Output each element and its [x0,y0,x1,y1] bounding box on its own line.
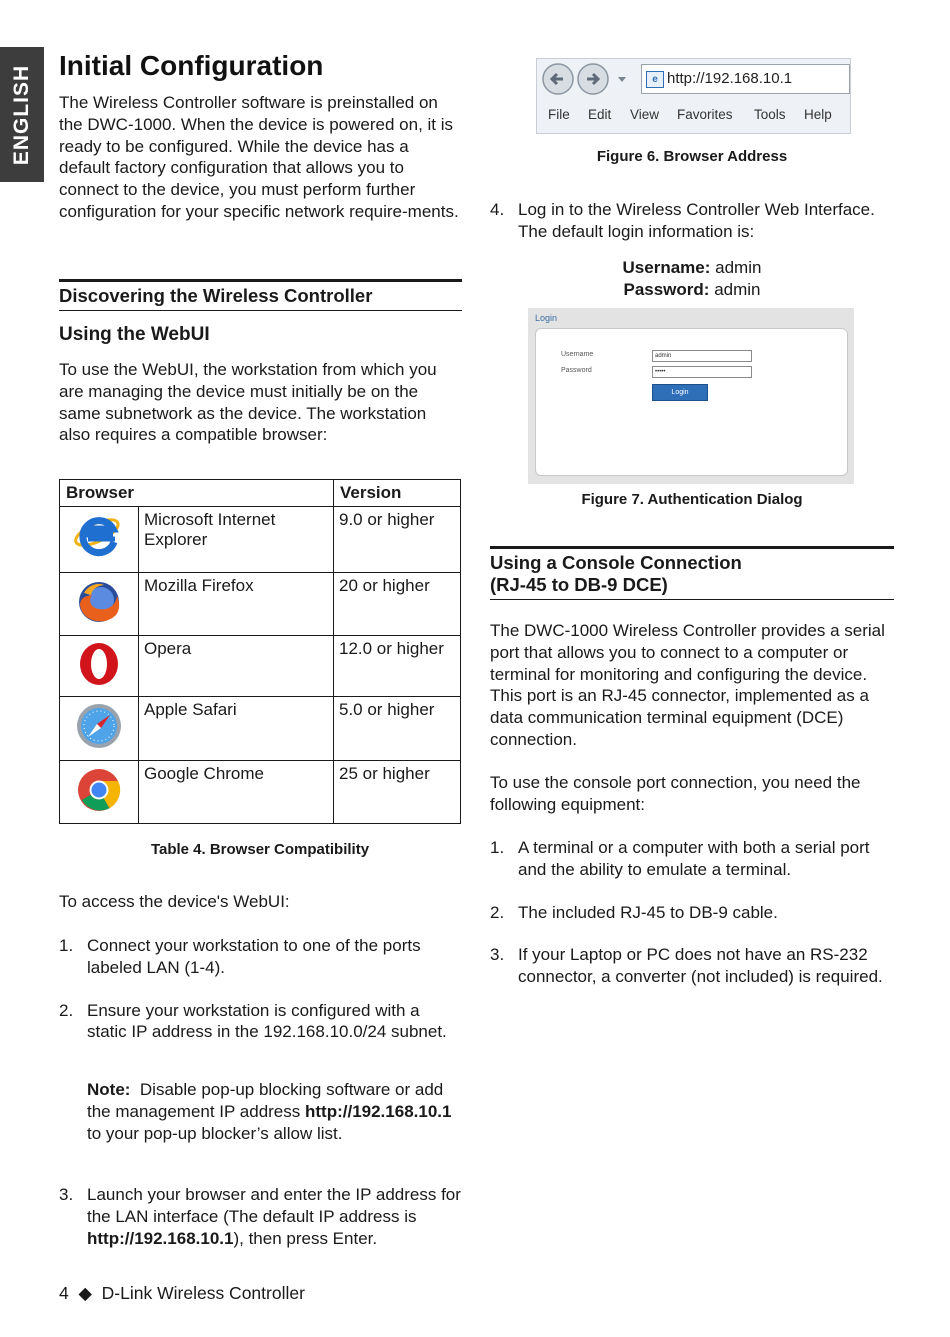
menu-file[interactable]: File [548,107,570,122]
table-header-row [60,480,461,507]
address-bar[interactable] [641,64,850,94]
section-heading-discovering: Discovering the Wireless Controller [59,279,462,311]
step3-tail: ), then press Enter. [233,1228,378,1248]
chrome-icon [60,761,139,824]
address-text: http://192.168.10.1 [667,70,793,87]
webui-paragraph: To use the WebUI, the workstation from which you are managing the device must initially be on the same subnetwork as the device. The workstation also requires a compatible browser: [59,360,437,445]
browser-name: Apple Safari [139,697,334,761]
list-text: Launch your browser and enter the IP address for the LAN interface (The default IP address is [87,1185,461,1226]
console-heading-line-1: Using a Console Connection [490,552,742,573]
list-text: A terminal or a computer with both a serial port and the ability to emulate a terminal. [518,838,870,879]
page-title: Initial Configuration [59,50,324,81]
browser-menu-bar [537,107,850,127]
list-item [59,1000,462,1044]
header-browser: Browser [60,480,334,507]
browser-name: Mozilla Firefox [139,573,334,636]
list-item [59,1184,462,1249]
list-item [490,902,894,924]
list-number: 2. [59,1000,74,1020]
password-label: Password: [623,280,710,299]
safari-icon [60,697,139,761]
table-row [60,507,461,573]
note-url: http://192.168.10.1 [305,1101,452,1121]
language-tab-label: ENGLISH [10,64,33,165]
list-number: 1. [490,838,505,857]
list-number: 1. [59,936,74,955]
page-number: 4 [59,1283,69,1303]
access-step-3 [59,1184,462,1249]
login-dialog-screenshot [528,308,854,484]
firefox-icon [60,573,139,636]
note-label: Note: [87,1080,131,1099]
figure-7-caption: Figure 7. Authentication Dialog [581,491,803,508]
username-label: Username: [622,258,711,277]
console-equipment-intro: To use the console port connection, you need the following equipment: [490,773,861,814]
table-caption: Table 4. Browser Compatibility [150,841,370,858]
login-username-label: Username [561,351,594,358]
browser-version: 25 or higher [334,761,461,824]
username-value: admin [715,258,762,277]
table-row [60,636,461,697]
menu-view[interactable]: View [630,107,660,122]
list-number: 3. [59,1185,74,1204]
browser-compatibility-table [59,479,461,824]
console-paragraph: The DWC-1000 Wireless Controller provides a serial port that allows you to connect to a computer or terminal for monitoring and configuring the device. This port is an RJ-45 connector, implemented as a data communication terminal equipment (DCE) connection. [490,621,885,749]
page-footer [59,1283,305,1304]
login-password-input[interactable]: ••••• [652,366,752,378]
browser-version: 9.0 or higher [334,507,461,573]
default-username [490,257,894,279]
login-step [490,199,894,243]
list-number: 3. [490,945,505,965]
table-row [60,697,461,761]
footer-text: D-Link Wireless Controller [101,1283,305,1303]
login-panel [535,328,848,476]
list-item [490,199,894,243]
menu-help[interactable]: Help [804,107,832,122]
section-heading-console [490,546,894,600]
browser-version: 5.0 or higher [334,697,461,761]
default-password [490,279,894,301]
login-dialog-title: Login [535,313,558,323]
list-text: If your Laptop or PC does not have an RS-232 connector, a converter (not included) is required. [518,945,883,987]
browser-name: Opera [139,636,334,697]
menu-edit[interactable]: Edit [588,107,612,122]
list-number: 4. [490,200,505,219]
browser-version: 12.0 or higher [334,636,461,697]
browser-address-screenshot [536,58,851,134]
header-version: Version [334,480,461,507]
login-password-label: Password [561,367,592,374]
list-number: 2. [490,902,505,922]
list-text: The included RJ-45 to DB-9 cable. [518,902,778,922]
access-steps-list [59,935,462,1043]
list-text: Ensure your workstation is configured with a static IP address in the 192.168.10.0/24 subnet. [87,1000,447,1042]
password-value: admin [714,280,761,299]
list-text: Connect your workstation to one of the ports labeled LAN (1-4). [87,936,421,977]
intro-paragraph: The Wireless Controller software is preinstalled on the DWC-1000. When the device is powered on, it is ready to be configured. While the device has a default factory configuration that allows you to connect to the device, you must perform further configuration for your specific network require-ments. [59,93,459,221]
menu-tools[interactable]: Tools [754,107,786,122]
menu-favorites[interactable]: Favorites [677,107,733,122]
internet-explorer-icon [60,507,139,573]
list-item [490,837,894,881]
list-item [59,935,462,979]
footer-separator: ◆ [78,1283,92,1303]
figure-6-caption: Figure 6. Browser Address [596,148,788,165]
note-text: Disable pop-up blocking software or add the management IP address [87,1080,444,1121]
table-row [60,573,461,636]
sub-heading-webui: Using the WebUI [59,324,210,345]
step3-url: http://192.168.10.1 [87,1228,234,1248]
console-heading-line-2: (RJ-45 to DB-9 DCE) [490,574,668,595]
login-button[interactable]: Login [652,384,708,401]
note-text-2: to your pop-up blocker’s allow list. [87,1123,343,1143]
back-forward-icon [541,62,641,96]
browser-name: Microsoft Internet Explorer [139,507,334,573]
browser-version: 20 or higher [334,573,461,636]
list-text: Log in to the Wireless Controller Web Interface. The default login information is: [518,200,875,241]
table-row [60,761,461,824]
equipment-list [490,837,894,988]
access-intro: To access the device's WebUI: [59,892,290,911]
page-icon: e [646,71,664,88]
login-username-input[interactable]: admin [652,350,752,362]
language-tab [0,47,44,182]
note-paragraph [87,1079,462,1144]
opera-icon [60,636,139,697]
browser-name: Google Chrome [139,761,334,824]
list-item [490,944,894,988]
